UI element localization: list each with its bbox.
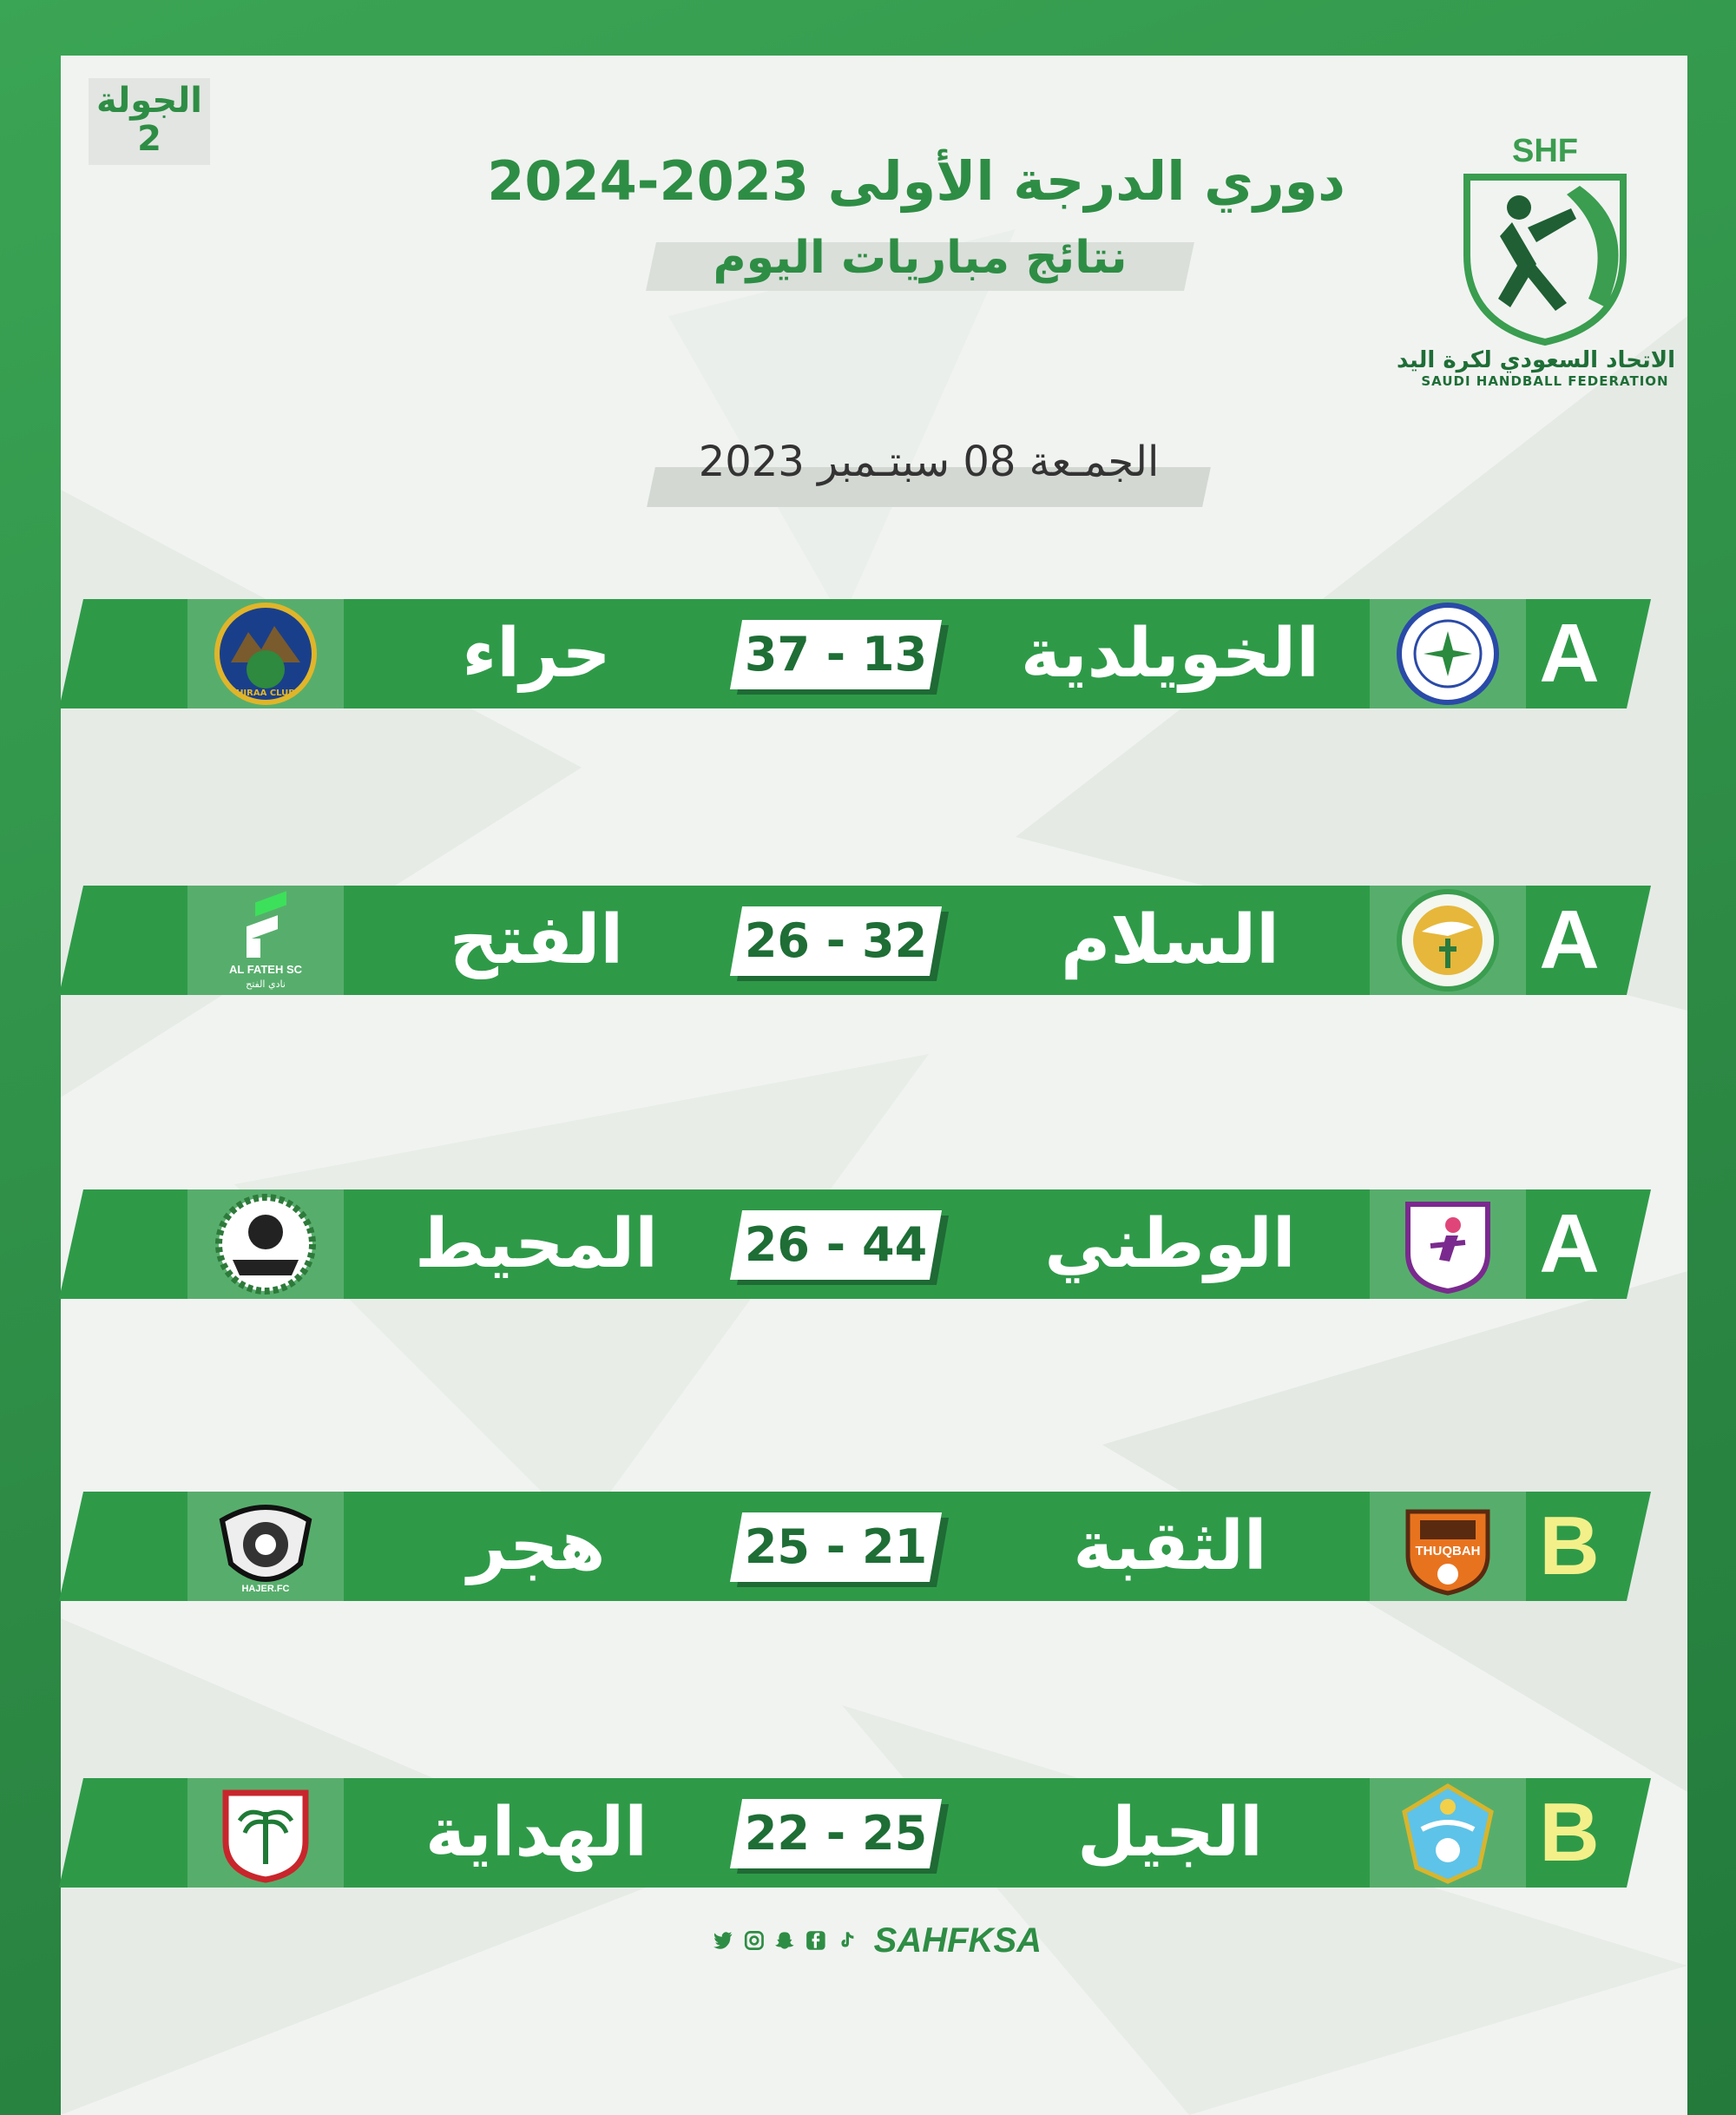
home-logo-box — [1370, 599, 1526, 708]
tiktok-icon[interactable] — [836, 1926, 858, 1955]
svg-text:HIRAA CLUB: HIRAA CLUB — [236, 689, 295, 698]
federation-logo — [1396, 125, 1675, 412]
home-logo-box — [1370, 1492, 1526, 1601]
away-team-name: المحيط — [415, 1205, 658, 1283]
subtitle-wrap — [651, 232, 1189, 300]
group-letter: B — [1539, 1786, 1600, 1879]
svg-text:HAJER.FC: HAJER.FC — [241, 1584, 290, 1594]
match-row — [59, 1778, 1651, 1888]
alhidaya-crest-icon — [214, 1781, 318, 1885]
score-box — [736, 1210, 936, 1280]
away-logo-box — [187, 1778, 344, 1888]
home-logo-box — [1370, 1189, 1526, 1299]
round-badge — [89, 78, 210, 165]
group-letter: B — [1539, 1499, 1600, 1592]
away-logo-box — [187, 886, 344, 995]
svg-text:AL FATEH SC: AL FATEH SC — [228, 963, 303, 976]
match-row — [59, 1492, 1651, 1601]
match-score: 26 - 44 — [744, 1217, 928, 1272]
home-team-name: الخويلدية — [1021, 615, 1319, 693]
away-team-name: هجر — [467, 1507, 606, 1585]
hiraa-crest-icon — [214, 602, 318, 706]
facebook-icon[interactable] — [805, 1926, 827, 1955]
hajer-crest-icon — [214, 1494, 318, 1598]
home-logo-box — [1370, 1778, 1526, 1888]
match-score: 22 - 25 — [744, 1806, 928, 1861]
twitter-icon[interactable] — [712, 1926, 734, 1955]
title-block — [487, 149, 1345, 300]
alsalam-crest-icon — [1396, 888, 1500, 992]
away-team-name: الفتح — [449, 901, 624, 979]
alfateh-crest-icon — [214, 888, 318, 992]
handball-player-icon — [1415, 125, 1675, 351]
snapchat-icon[interactable] — [773, 1926, 796, 1955]
score-box — [736, 620, 936, 689]
match-score: 26 - 32 — [744, 913, 928, 968]
svg-text:THUQBAH: THUQBAH — [1415, 1544, 1481, 1558]
social-handle: SAHFKSA — [873, 1921, 1042, 1960]
home-team-name: الوطني — [1044, 1205, 1296, 1283]
round-number: 2 — [137, 119, 161, 159]
score-box — [736, 1799, 936, 1868]
match-row — [59, 1189, 1651, 1299]
footer-social — [712, 1910, 1042, 1971]
federation-name-en: SAUDI HANDBALL FEDERATION — [1421, 373, 1669, 389]
away-logo-box — [187, 1492, 344, 1601]
home-team-name: السلام — [1061, 901, 1279, 979]
thuqbah-crest-icon — [1396, 1494, 1500, 1598]
home-team-name: الثقبة — [1073, 1507, 1267, 1585]
svg-text:نادي الفتح: نادي الفتح — [246, 978, 286, 990]
home-team-name: الجيل — [1077, 1794, 1263, 1872]
home-logo-box — [1370, 886, 1526, 995]
page-subtitle: نتائج مباريات اليوم — [713, 232, 1128, 284]
match-row — [59, 886, 1651, 995]
almuhit-crest-icon — [214, 1192, 318, 1296]
round-label: الجولة — [96, 81, 202, 121]
group-letter: A — [1539, 1197, 1600, 1290]
away-logo-box — [187, 599, 344, 708]
away-team-name: حراء — [462, 615, 611, 693]
date-text: الجمـعة 08 سبتـمبر 2023 — [698, 438, 1160, 486]
federation-name-ar: الاتحاد السعودي لكرة اليد — [1396, 347, 1675, 373]
alwatani-crest-icon — [1396, 1192, 1500, 1296]
khwaildiyah-crest-icon — [1396, 602, 1500, 706]
score-box — [736, 906, 936, 976]
match-row — [59, 599, 1651, 708]
match-score: 37 - 13 — [744, 627, 928, 682]
away-logo-box — [187, 1189, 344, 1299]
instagram-icon[interactable] — [743, 1926, 766, 1955]
page-title: دوري الدرجة الأولى 2023-2024 — [487, 149, 1345, 213]
away-team-name: الهداية — [425, 1794, 648, 1872]
match-score: 25 - 21 — [744, 1519, 928, 1574]
logo-letters: SHF — [1512, 133, 1578, 169]
aljeel-crest-icon — [1396, 1781, 1500, 1885]
score-box — [736, 1512, 936, 1582]
group-letter: A — [1539, 607, 1600, 700]
group-letter: A — [1539, 893, 1600, 986]
match-date — [616, 438, 1241, 507]
